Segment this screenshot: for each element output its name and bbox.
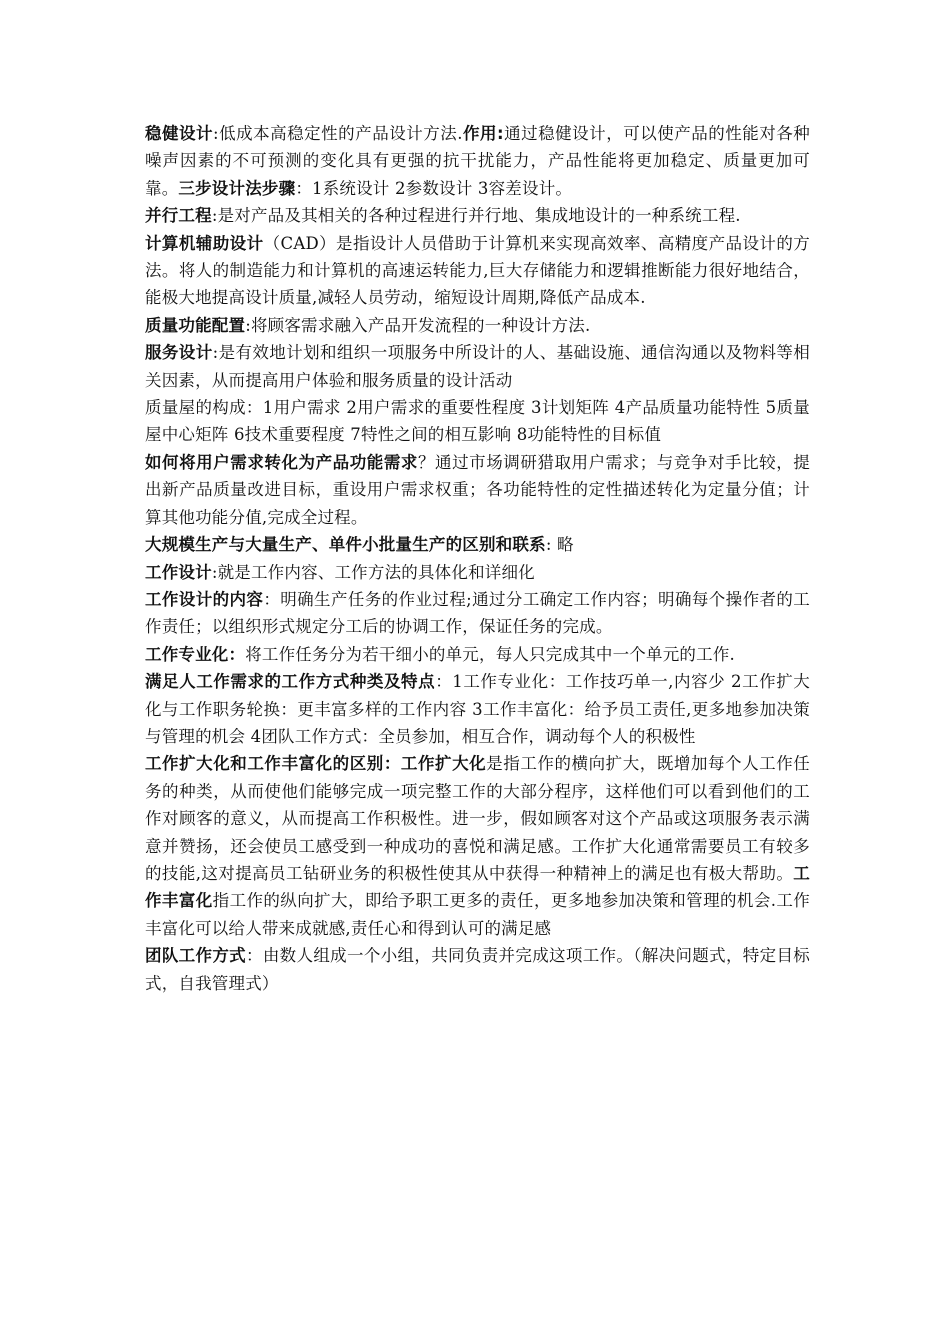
bold-term: 工作设计的内容 (145, 589, 264, 609)
body-text: 是指工作的横向扩大，既增加每个人工作任务的种类，从而使他们能够完成一项完整工作的大部分程序，这样他们可以看到他们的工作对顾客的意义，从而提高工作积极性。进一步，假如顾客对这个产品或这项服务表示满意并赞扬，还会使员工感受到一种成功的喜悦和满足感。工作扩大化通常需要员工有较多的技能,这对提高员工钻研业务的积极性使其从中获得一种精神上的满足也有极大帮助。 (145, 754, 811, 883)
paragraph (145, 202, 810, 229)
paragraph (145, 120, 810, 202)
document-page (145, 120, 810, 997)
bold-term: 三步设计法步骤 (178, 178, 296, 198)
body-text: :将顾客需求融入产品开发流程的一种设计方法. (245, 315, 591, 335)
bold-term: 并行工程 (145, 206, 212, 226)
paragraph (145, 230, 810, 312)
paragraph (145, 750, 810, 942)
body-text: ：明确生产任务的作业过程;通过分工确定工作内容；明确每个操作者的工作责任；以组织形式规定分工后的协调工作，保证任务的完成。 (145, 589, 810, 637)
body-text: 通过稳健设计，可以使产品的性能对各种噪声因素的不可预测的变化具有更强的抗干扰能力，产品性能将更加稳定、质量更加可靠。 (145, 124, 810, 198)
bold-term: 服务设计 (145, 343, 213, 363)
body-text: :是有效地计划和组织一项服务中所设计的人、基础设施、通信沟通以及物料等相关因素，从而提高用户体验和服务质量的设计活动 (145, 343, 810, 390)
body-text: ：由数人组成一个小组，共同负责并完成这项工作。（解决问题式，特定目标式，自我管理式） (145, 946, 810, 993)
body-text: （CAD）是指设计人员借助于计算机来实现高效率、高精度产品设计的方法。将人的制造能力和计算机的高速运转能力,巨大存储能力和逻辑推断能力很好地结合，能极大地提高设计质量,减轻人员劳动，缩短设计周期,降低产品成本. (145, 233, 811, 308)
paragraph (145, 559, 810, 586)
paragraph (145, 641, 810, 668)
paragraph (145, 668, 810, 750)
paragraph (145, 531, 810, 558)
bold-term: 团队工作方式 (145, 946, 247, 966)
bold-term: 工作设计 (145, 562, 212, 582)
body-text: 指工作的纵向扩大，即给予职工更多的责任，更多地参加决策和管理的机会.工作丰富化可以给人带来成就感,责任心和得到认可的满足感 (145, 891, 810, 938)
bold-term: 如何将用户需求转化为产品功能需求 (145, 452, 418, 472)
paragraph (145, 586, 810, 641)
body-text: ？通过市场调研猎取用户需求；与竞争对手比较，提出新产品质量改进目标，重设用户需求权重；各功能特性的定性描述转化为定量分值；计算其他功能分值,完成全过程。 (145, 452, 810, 527)
bold-term: 工作专业化： (145, 644, 246, 664)
body-text: ：1系统设计 2参数设计 3容差设计。 (295, 178, 573, 198)
paragraph (145, 312, 810, 339)
bold-term: 质量功能配置 (145, 315, 246, 335)
bold-term: 稳健设计 (145, 124, 214, 143)
paragraph (145, 339, 810, 394)
body-text: 将工作任务分为若干细小的单元，每人只完成其中一个单元的工作. (245, 644, 735, 664)
body-text: :低成本高稳定性的产品设计方法. (213, 124, 463, 143)
body-text: 质量屋的构成：1用户需求 2用户需求的重要性程度 3计划矩阵 4产品质量功能特性 5质量屋中心矩阵 6技术重要程度 7特性之间的相互影响 8功能特性的目标值 (145, 398, 810, 445)
body-text: :就是工作内容、工作方法的具体化和详细化 (211, 562, 535, 582)
paragraph (145, 449, 810, 531)
bold-term: 满足人工作需求的工作方式种类及特点 (145, 672, 436, 692)
bold-term: 工作扩大化和工作丰富化的区别：工作扩大化 (145, 754, 487, 774)
body-text: ：1工作专业化：工作技巧单一,内容少 2工作扩大化与工作职务轮换：更丰富多样的工作内容 3工作丰富化：给予员工责任,更多地参加决策与管理的机会 4团队工作方式：全员参加，相互合作，调动每个人的积极性 (145, 672, 810, 746)
paragraph (145, 394, 810, 449)
body-text: : 略 (545, 535, 574, 555)
bold-term: 工作丰富化 (145, 863, 810, 911)
body-text: :是对产品及其相关的各种过程进行并行地、集成地设计的一种系统工程. (211, 206, 741, 226)
paragraph (145, 942, 810, 997)
bold-term: 计算机辅助设计 (145, 233, 264, 253)
bold-term: 大规模生产与大量生产、单件小批量生产的区别和联系 (145, 535, 546, 555)
bold-term: 作用: (462, 124, 504, 143)
